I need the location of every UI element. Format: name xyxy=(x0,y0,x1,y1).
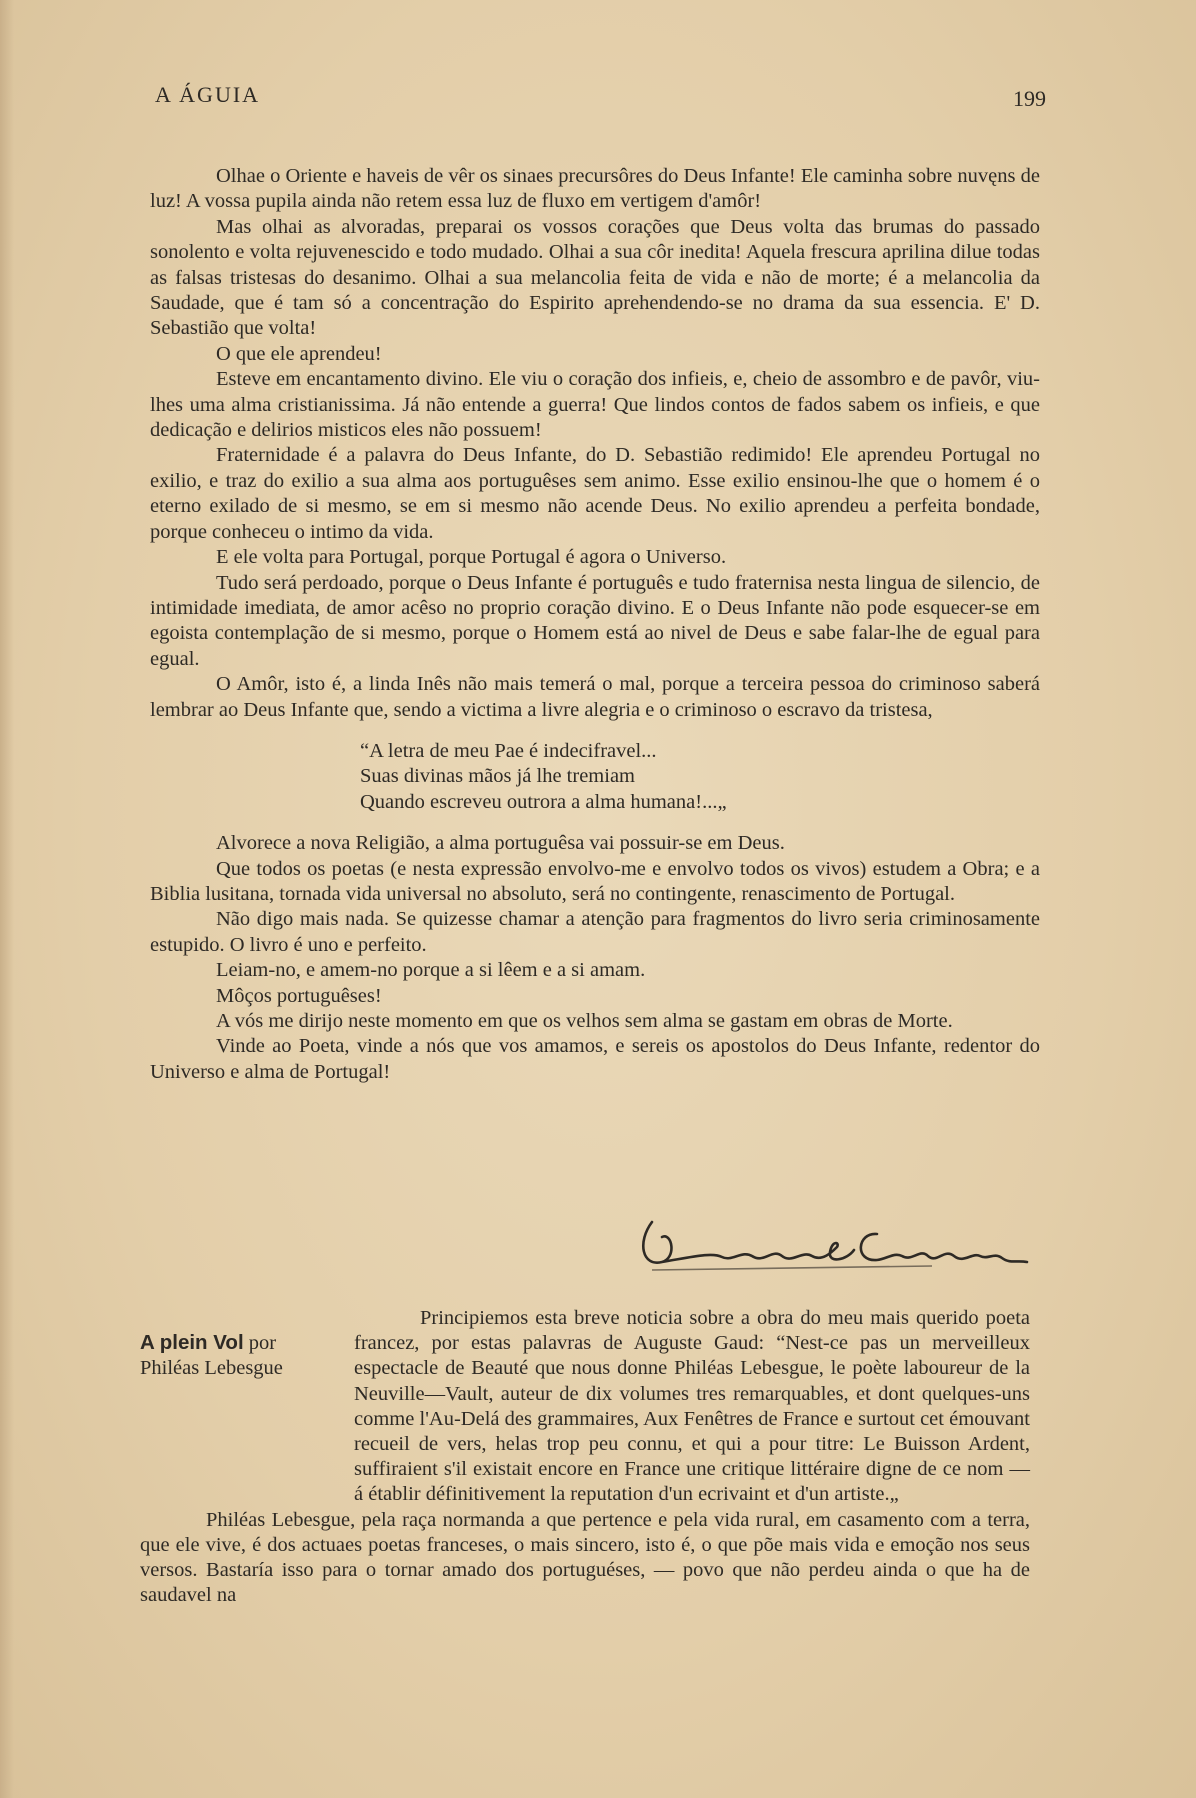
paragraph: Alvorece a nova Religião, a alma portuguêsa vai possuir-se em Deus. xyxy=(216,832,785,855)
book-author: Philéas Lebesgue xyxy=(140,1357,283,1379)
paragraph: O Amôr, isto é, a linda Inês não mais temerá o mal, porque a terceira pessoa do criminoso saberá lembrar ao Deus Infante que, sendo a victima a livre alegria e o criminoso o escravo da tristesa, xyxy=(150,673,1040,721)
paragraph: Não digo mais nada. Se quizesse chamar a atenção para fragmentos do livro seria criminosamente estupido. O livro é uno e perfeito. xyxy=(150,908,1040,956)
paragraph: A vós me dirijo neste momento em que os velhos sem alma se gastam em obras de Morte. xyxy=(216,1010,953,1032)
paragraph: O que ele aprendeu! xyxy=(216,342,382,365)
handwritten-signature xyxy=(632,1212,1032,1282)
paragraph: Tudo será perdoado, porque o Deus Infante é português e tudo fraternisa nesta lingua de silencio, de intimidade imediata, de amor acêso no proprio coração divino. E o Deus Infante não pode esquecer-se em egoista contemplação de si mesmo, porque o Homem está ao nivel de Deus e sabe falar-lhe de egual para egual. xyxy=(150,571,1040,670)
paragraph: Olhae o Oriente e haveis de vêr os sinaes precursôres do Deus Infante! Ele caminha sobre nuvęns de luz! A vossa pupila ainda não retem essa luz de fluxo em vertigem d'amôr! xyxy=(150,165,1040,213)
paragraph: E ele volta para Portugal, porque Portugal é agora o Universo. xyxy=(216,546,727,569)
paragraph: Môços portuguêses! xyxy=(216,984,382,1007)
review-body xyxy=(140,1306,1030,1608)
verse-quote xyxy=(360,739,1040,815)
review-paragraph: Principiemos esta breve noticia sobre a obra do meu mais querido poeta francez, por estas palavras de Auguste Gaud: “Nest-ce pas un merveilleux espectacle de Beauté que nous donne Philéas Lebesgue, le poète laboureur de la Neuville—Vault, auteur de dix volumes tres remarquables, et dont quelques-uns comme l'Au-Delá des grammaires, Aux Fenêtres de France e surtout cet émouvant recueil de vers, helas trop peu connu, et qui a pour titre: Le Buisson Ardent, suffiraient s'il existait encore en France une critique littéraire digne de ce nom — á établir définitivement la reputation d'un ecrivaint et d'un artiste.„ xyxy=(354,1307,1030,1506)
paragraph: Que todos os poetas (e nesta expressão envolvo-me e envolvo todos os vivos) estudem a Obra; e a Biblia lusitana, tornada vida universal no absoluto, será no contingente, renascimento de Portugal. xyxy=(150,857,1040,905)
verse-line: Quando escreveu outrora a alma humana!...„ xyxy=(360,790,727,813)
book-title: A plein Vol xyxy=(140,1331,244,1354)
paragraph: Vinde ao Poeta, vinde a nós que vos amamos, e sereis os apostolos do Deus Infante, redentor do Universo e alma de Portugal! xyxy=(150,1035,1040,1083)
paragraph: Mas olhai as alvoradas, preparai os vossos corações que Deus volta das brumas do passado sonolento e volta rejuvenescido e todo mudado. Olhai a sua côr inedita! Aquela frescura aprilina dilue todas as falsas tristesas do desanimo. Olhai a sua melancolia feita de vida e não de morte; é a melancolia da Saudade, que é tam só a concentração do Espirito aprehendendo-se no drama da sua essencia. E' D. Sebastião que volta! xyxy=(150,215,1040,340)
book-by: por xyxy=(248,1332,277,1354)
verse-line: “A letra de meu Pae é indecifravel... xyxy=(360,739,657,762)
page-number: 199 xyxy=(1013,86,1046,111)
page-edge-shadow xyxy=(0,0,14,1798)
paragraph: Leiam-no, e amem-no porque a si lêem e a si amam. xyxy=(216,959,646,982)
article-body xyxy=(150,164,1040,1085)
verse-line: Suas divinas mãos já lhe tremiam xyxy=(360,765,635,788)
review-paragraph: Philéas Lebesgue, pela raça normanda a que pertence e pela vida rural, em casamento com a terra, que ele vive, é dos actuaes poetas franceses, o mais sincero, isto é, o que põe mais vida e emoção nos seus versos. Bastaría isso para o tornar amado dos portuguéses, — povo que não perdeu ainda o que ha de saudavel na xyxy=(140,1508,1030,1607)
paragraph: Fraternidade é a palavra do Deus Infante, do D. Sebastião redimido! Ele aprendeu Portugal no exilio, e traz do exilio a sua alma aos portuguêses sem animo. Esse exilio ensinou-lhe que o homem é o eterno exilado de si mesmo, se em si mesmo não acende Deus. No exilio aprendeu a perfeita bondade, porque conheceu o intimo da vida. xyxy=(150,444,1040,543)
page-header xyxy=(155,82,1046,112)
journal-title: A ÁGUIA xyxy=(155,82,261,107)
paragraph: Esteve em encantamento divino. Ele viu o coração dos infieis, e, cheio de assombro e de pavôr, viu-lhes uma alma cristianissima. Já não entende a guerra! Que lindos contos de fados sabem os infieis, e que dedicação e delirios misticos eles não possuem! xyxy=(150,368,1040,442)
